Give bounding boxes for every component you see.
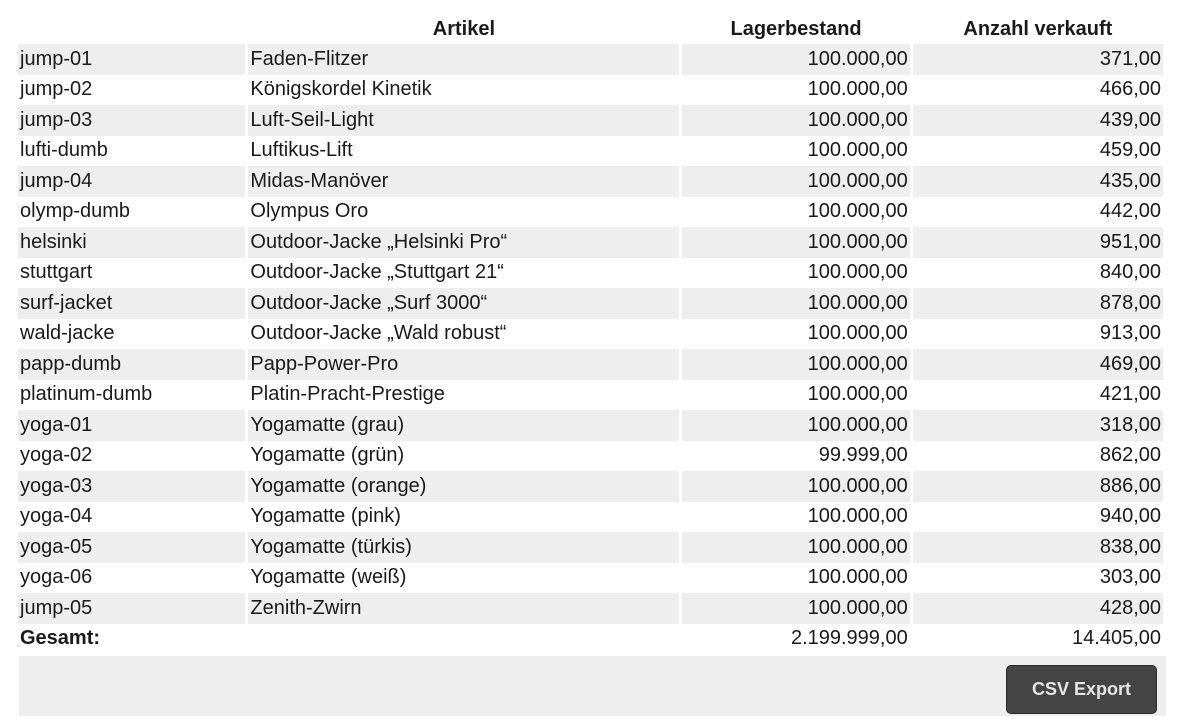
stock-cell: 100.000,00 bbox=[682, 75, 909, 106]
table-row bbox=[18, 593, 1163, 624]
article-name-cell: Luftikus-Lift bbox=[248, 136, 679, 167]
article-id-cell: yoga-02 bbox=[18, 441, 245, 472]
sold-cell: 303,00 bbox=[913, 563, 1163, 594]
article-name-cell: Faden-Flitzer bbox=[248, 44, 679, 75]
stock-cell: 100.000,00 bbox=[682, 136, 909, 167]
article-name-cell: Yogamatte (grün) bbox=[248, 441, 679, 472]
article-id-cell: jump-05 bbox=[18, 593, 245, 624]
table-row bbox=[18, 105, 1163, 136]
total-sold: 14.405,00 bbox=[913, 624, 1163, 655]
article-id-cell: yoga-04 bbox=[18, 502, 245, 533]
article-id-cell: wald-jacke bbox=[18, 319, 245, 350]
sold-cell: 878,00 bbox=[913, 288, 1163, 319]
article-id-cell: yoga-01 bbox=[18, 410, 245, 441]
article-id-cell: platinum-dumb bbox=[18, 380, 245, 411]
sales-report bbox=[18, 14, 1166, 654]
article-name-cell: Yogamatte (pink) bbox=[248, 502, 679, 533]
table-header bbox=[18, 14, 1163, 44]
article-name-cell: Papp-Power-Pro bbox=[248, 349, 679, 380]
sold-cell: 862,00 bbox=[913, 441, 1163, 472]
stock-cell: 100.000,00 bbox=[682, 593, 909, 624]
stock-cell: 100.000,00 bbox=[682, 502, 909, 533]
table-row bbox=[18, 441, 1163, 472]
sold-cell: 428,00 bbox=[913, 593, 1163, 624]
table-row bbox=[18, 227, 1163, 258]
article-id-cell: yoga-06 bbox=[18, 563, 245, 594]
sold-cell: 469,00 bbox=[913, 349, 1163, 380]
total-stock: 2.199.999,00 bbox=[682, 624, 909, 655]
article-name-cell: Outdoor-Jacke „Helsinki Pro“ bbox=[248, 227, 679, 258]
article-name-cell: Yogamatte (orange) bbox=[248, 471, 679, 502]
stock-cell: 100.000,00 bbox=[682, 227, 909, 258]
article-id-cell: olymp-dumb bbox=[18, 197, 245, 228]
article-id-cell: helsinki bbox=[18, 227, 245, 258]
article-name-cell: Yogamatte (türkis) bbox=[248, 532, 679, 563]
sales-table bbox=[15, 14, 1166, 654]
article-name-cell: Olympus Oro bbox=[248, 197, 679, 228]
article-name-cell: Platin-Pracht-Prestige bbox=[248, 380, 679, 411]
sold-cell: 840,00 bbox=[913, 258, 1163, 289]
table-row bbox=[18, 75, 1163, 106]
article-id-cell: jump-01 bbox=[18, 44, 245, 75]
article-id-cell: jump-03 bbox=[18, 105, 245, 136]
sold-cell: 951,00 bbox=[913, 227, 1163, 258]
stock-cell: 100.000,00 bbox=[682, 197, 909, 228]
article-name-cell: Outdoor-Jacke „Stuttgart 21“ bbox=[248, 258, 679, 289]
article-id-cell: papp-dumb bbox=[18, 349, 245, 380]
article-id-cell: yoga-05 bbox=[18, 532, 245, 563]
table-body bbox=[18, 44, 1163, 624]
article-id-cell: lufti-dumb bbox=[18, 136, 245, 167]
sold-cell: 439,00 bbox=[913, 105, 1163, 136]
column-header-id bbox=[18, 14, 245, 44]
action-bar bbox=[19, 656, 1166, 716]
sold-cell: 886,00 bbox=[913, 471, 1163, 502]
stock-cell: 99.999,00 bbox=[682, 441, 909, 472]
table-row bbox=[18, 502, 1163, 533]
article-name-cell: Outdoor-Jacke „Wald robust“ bbox=[248, 319, 679, 350]
stock-cell: 100.000,00 bbox=[682, 288, 909, 319]
article-name-cell: Zenith-Zwirn bbox=[248, 593, 679, 624]
article-id-cell: yoga-03 bbox=[18, 471, 245, 502]
sold-cell: 318,00 bbox=[913, 410, 1163, 441]
column-header-article: Artikel bbox=[432, 17, 496, 40]
stock-cell: 100.000,00 bbox=[682, 563, 909, 594]
table-row bbox=[18, 288, 1163, 319]
article-id-cell: jump-02 bbox=[18, 75, 245, 106]
table-row bbox=[18, 44, 1163, 75]
article-id-cell: jump-04 bbox=[18, 166, 245, 197]
article-id-cell: stuttgart bbox=[18, 258, 245, 289]
column-header-sold: Anzahl verkauft bbox=[963, 17, 1113, 40]
sold-cell: 913,00 bbox=[913, 319, 1163, 350]
table-row bbox=[18, 532, 1163, 563]
table-row bbox=[18, 380, 1163, 411]
article-name-cell: Yogamatte (weiß) bbox=[248, 563, 679, 594]
sold-cell: 421,00 bbox=[913, 380, 1163, 411]
stock-cell: 100.000,00 bbox=[682, 166, 909, 197]
table-row bbox=[18, 166, 1163, 197]
table-row bbox=[18, 319, 1163, 350]
article-name-cell: Luft-Seil-Light bbox=[248, 105, 679, 136]
article-name-cell: Outdoor-Jacke „Surf 3000“ bbox=[248, 288, 679, 319]
stock-cell: 100.000,00 bbox=[682, 349, 909, 380]
article-name-cell: Yogamatte (grau) bbox=[248, 410, 679, 441]
table-row bbox=[18, 410, 1163, 441]
table-row bbox=[18, 136, 1163, 167]
table-row bbox=[18, 258, 1163, 289]
stock-cell: 100.000,00 bbox=[682, 319, 909, 350]
table-row bbox=[18, 197, 1163, 228]
table-row bbox=[18, 471, 1163, 502]
column-header-stock: Lagerbestand bbox=[730, 17, 862, 40]
table-row bbox=[18, 349, 1163, 380]
total-label: Gesamt: bbox=[18, 624, 245, 655]
article-name-cell: Midas-Manöver bbox=[248, 166, 679, 197]
stock-cell: 100.000,00 bbox=[682, 410, 909, 441]
table-row bbox=[18, 563, 1163, 594]
stock-cell: 100.000,00 bbox=[682, 532, 909, 563]
sold-cell: 940,00 bbox=[913, 502, 1163, 533]
sold-cell: 466,00 bbox=[913, 75, 1163, 106]
sold-cell: 442,00 bbox=[913, 197, 1163, 228]
stock-cell: 100.000,00 bbox=[682, 471, 909, 502]
article-id-cell: surf-jacket bbox=[18, 288, 245, 319]
stock-cell: 100.000,00 bbox=[682, 105, 909, 136]
sold-cell: 371,00 bbox=[913, 44, 1163, 75]
sold-cell: 435,00 bbox=[913, 166, 1163, 197]
stock-cell: 100.000,00 bbox=[682, 380, 909, 411]
sold-cell: 459,00 bbox=[913, 136, 1163, 167]
total-row bbox=[18, 624, 1163, 655]
sold-cell: 838,00 bbox=[913, 532, 1163, 563]
stock-cell: 100.000,00 bbox=[682, 258, 909, 289]
stock-cell: 100.000,00 bbox=[682, 44, 909, 75]
csv-export-button[interactable]: CSV Export bbox=[1006, 665, 1157, 714]
total-empty-cell bbox=[248, 624, 679, 655]
article-name-cell: Königskordel Kinetik bbox=[248, 75, 679, 106]
